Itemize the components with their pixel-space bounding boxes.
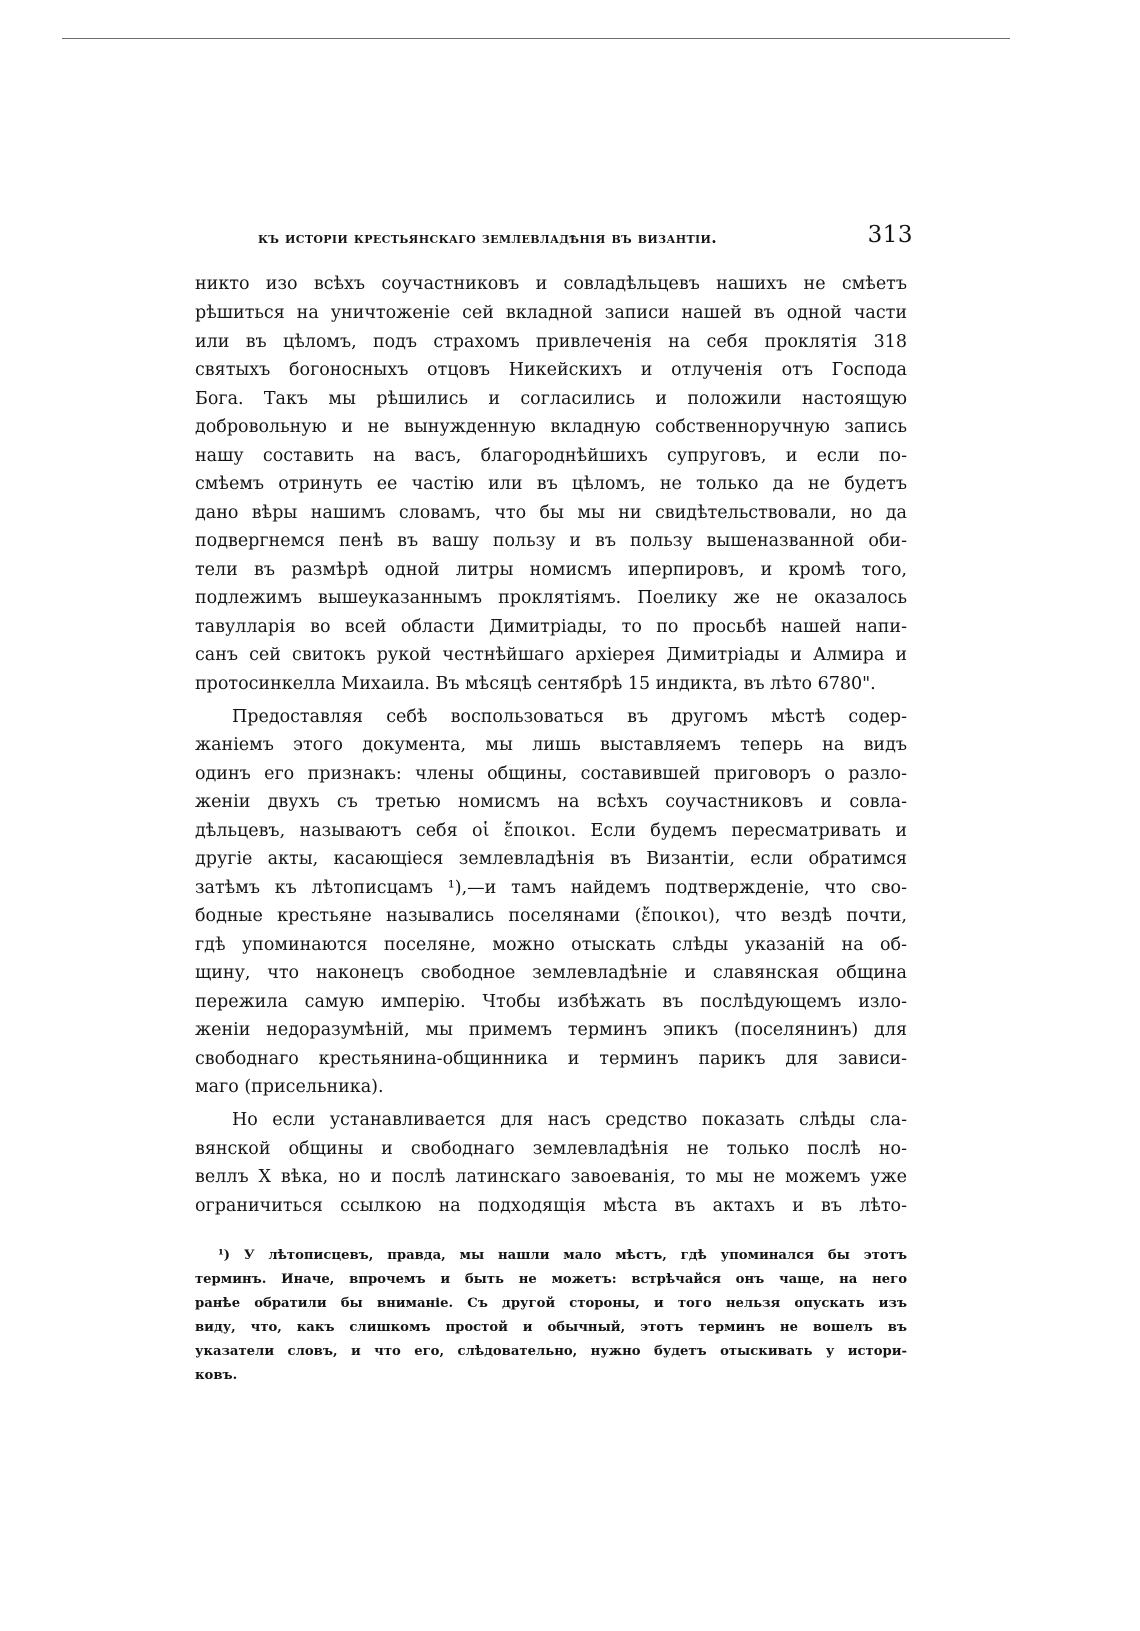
text-line: никто изо всѣхъ соучастниковъ и совладѣльцевъ нашихъ не смѣетъ (195, 274, 907, 294)
top-scan-rule (62, 38, 1010, 39)
text-line: дано вѣры нашимъ словамъ, что бы мы ни свидѣтельствовали, но да (195, 503, 907, 523)
text-line: пережила самую имперію. Чтобы избѣжать въ послѣдующемъ изло- (195, 992, 907, 1012)
footnote-line: терминъ. Иначе, впрочемъ и быть не можетъ: встрѣчайся онъ чаще, на него (195, 1272, 907, 1287)
footnote-line: ковъ. (195, 1368, 238, 1383)
text-line: женіи недоразумѣній, мы примемъ терминъ эпикъ (поселянинъ) для (195, 1020, 907, 1040)
text-line: бодные крестьяне назывались поселянами (ἔποικοι), что вездѣ почти, (195, 906, 907, 926)
text-line: добровольную и не вынужденную вкладную собственноручную запись (195, 417, 907, 437)
text-line: подлежимъ вышеуказаннымъ проклятіямъ. Поелику же не оказалось (195, 588, 907, 608)
footnote-line: ранѣе обратили бы вниманіе. Съ другой стороны, и того нельзя опускать изъ (195, 1296, 907, 1311)
footnote-line: виду, что, какъ слишкомъ простой и обычный, этотъ терминъ не вошелъ въ (195, 1320, 907, 1335)
text-line: вянской общины и свободнаго землевладѣнія не только послѣ но- (195, 1139, 907, 1159)
text-line: Предоставляя себѣ воспользоваться въ другомъ мѣстѣ содер- (232, 707, 907, 727)
text-line: подвергнемся пенѣ въ вашу пользу и въ пользу вышеназванной оби- (195, 531, 907, 551)
text-line: нашу составить на васъ, благороднѣйшихъ супруговъ, и если по- (195, 446, 907, 466)
text-line: дѣльцевъ, называютъ себя οἱ ἔποικοι. Если будемъ пересматривать и (195, 821, 907, 841)
text-line: веллъ X вѣка, но и послѣ латинскаго завоеванія, то мы не можемъ уже (195, 1167, 907, 1187)
text-line: Но если устанавливается для насъ средство показать слѣды сла- (232, 1110, 907, 1130)
text-line: или въ цѣломъ, подъ страхомъ привлеченія на себя проклятія 318 (195, 332, 907, 352)
running-title: къ исторіи крестьянскаго землевладѣнія въ византіи. (258, 228, 717, 247)
text-line: женіи двухъ съ третью номисмъ на всѣхъ соучастниковъ и совла- (195, 792, 907, 812)
text-line: щину, что наконецъ свободное землевладѣніе и славянская община (195, 963, 907, 983)
text-line: тели въ размѣрѣ одной литры номисмъ иперпировъ, и кромѣ того, (195, 560, 907, 580)
text-line: тавулларія во всей области Димитріады, то по просьбѣ нашей напи- (195, 617, 907, 637)
text-line: маго (присельника). (195, 1077, 384, 1097)
text-line: святыхъ богоносныхъ отцовъ Никейскихъ и отлученія отъ Господа (195, 360, 907, 380)
footnote-line: указатели словъ, и что его, слѣдовательно, нужно будетъ отыскивать у истори- (195, 1344, 907, 1359)
text-line: затѣмъ къ лѣтописцамъ ¹),—и тамъ найдемъ подтвержденіе, что сво- (195, 878, 907, 898)
text-line: рѣшиться на уничтоженіе сей вкладной записи нашей въ одной части (195, 303, 907, 323)
text-line: одинъ его признакъ: члены общины, составившей приговоръ о разло- (195, 764, 907, 784)
text-line: жаніемъ этого документа, мы лишь выставляемъ теперь на видъ (195, 735, 907, 755)
text-line: гдѣ упоминаются поселяне, можно отыскать слѣды указаній на об- (195, 935, 907, 955)
text-line: смѣемъ отринуть ее частію или въ цѣломъ, не только да не будетъ (195, 474, 907, 494)
text-line: ограничиться ссылкою на подходящія мѣста въ актахъ и въ лѣто- (195, 1196, 907, 1216)
page-number: 313 (867, 222, 913, 248)
text-line: санъ сей свитокъ рукой честнѣйшаго архіерея Димитріады и Алмира и (195, 645, 907, 665)
text-line: Бога. Такъ мы рѣшились и согласились и положили настоящую (195, 389, 907, 409)
footnote-line: ¹) У лѣтописцевъ, правда, мы нашли мало мѣстъ, гдѣ упоминался бы этотъ (218, 1248, 907, 1263)
page-header (258, 222, 913, 256)
text-line: другіе акты, касающіеся землевладѣнія въ Византіи, если обратимся (195, 849, 907, 869)
text-line: протосинкелла Михаила. Въ мѣсяцѣ сентябрѣ 15 индикта, въ лѣто 6780". (195, 674, 876, 694)
text-line: свободнаго крестьянина-общинника и терминъ парикъ для зависи- (195, 1049, 907, 1069)
